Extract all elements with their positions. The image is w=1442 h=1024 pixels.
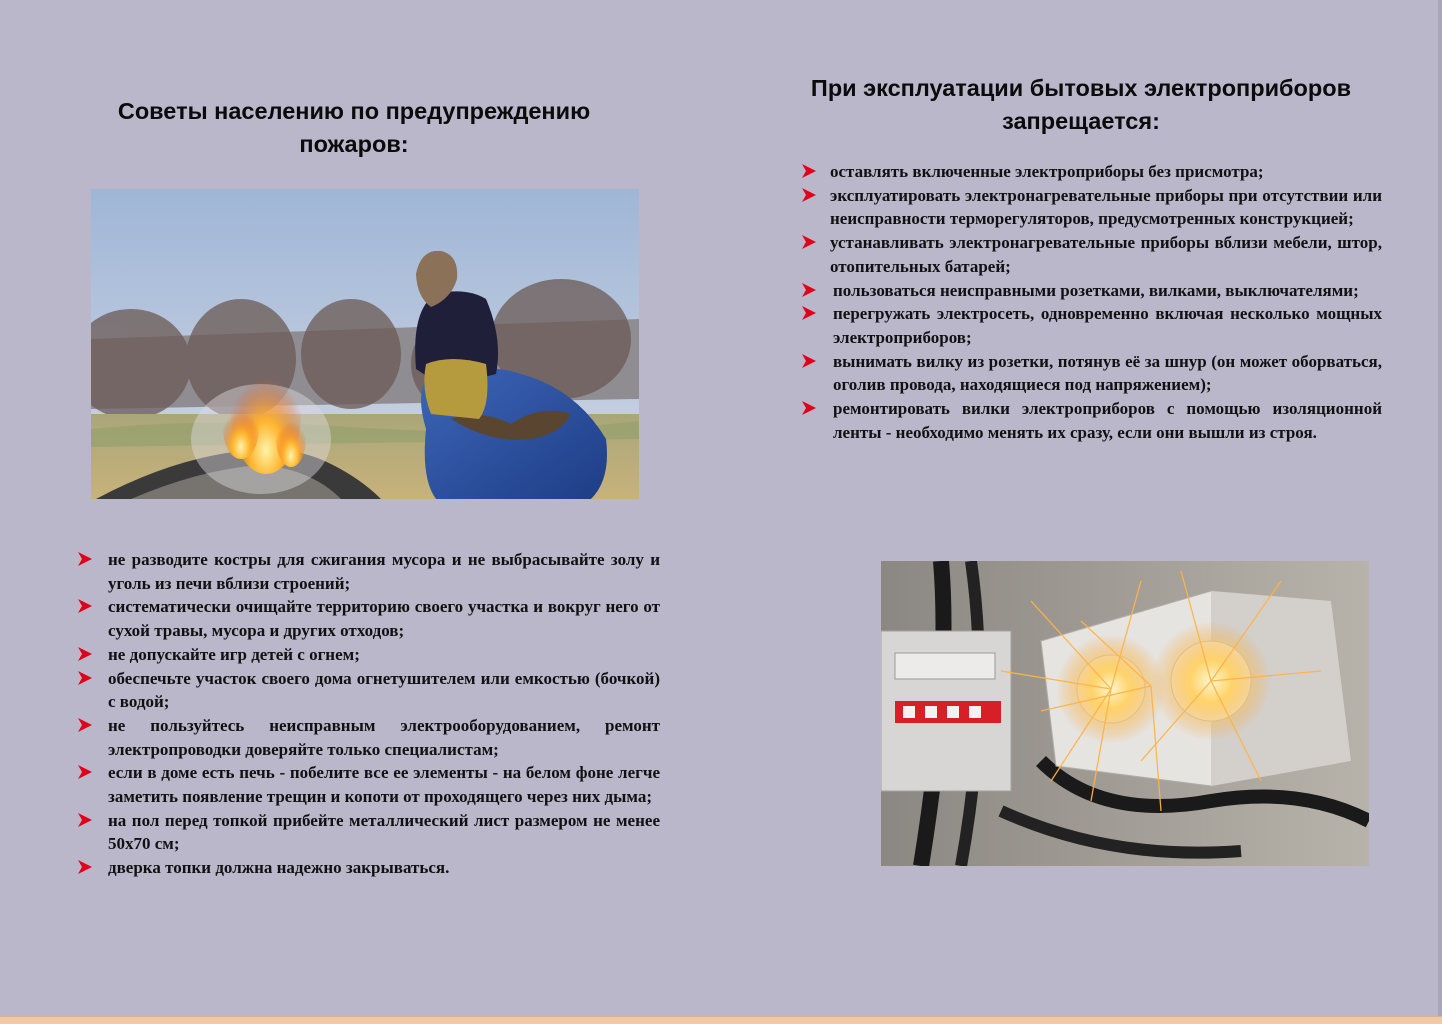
list-item-text: на пол перед топкой прибейте металлический лист размером не менее 50х70 см; [108,810,660,854]
arrow-bullet-icon [78,599,92,613]
arrow-bullet-icon [78,647,92,661]
list-item [802,350,1382,397]
photo-burning-grass [91,189,639,499]
list-item-text: не допускайте игр детей с огнем; [108,644,360,664]
arrow-bullet-icon [802,188,816,202]
list-item [802,302,1382,349]
arrow-bullet-icon [802,306,816,320]
list-item [802,231,1382,278]
arrow-bullet-icon [78,765,92,779]
list-item-text: не пользуйтесь неисправным электрооборудованием, ремонт электропроводки доверяйте только специалистам; [108,715,660,759]
list-item-text: устанавливать электронагревательные приборы вблизи мебели, штор, отопительных батарей; [830,233,1382,276]
arrow-bullet-icon [802,401,816,415]
arrow-bullet-icon [802,283,816,297]
list-item-text: систематически очищайте территорию своего участка и вокруг него от сухой травы, мусора и других отходов; [108,597,660,641]
list-item [78,643,660,667]
list-item-text: пользоваться неисправными розетками, вилками, выключателями; [833,280,1359,300]
left-tips-list [78,548,660,880]
list-item-text: перегружать электросеть, одновременно включая несколько мощных электроприборов; [833,304,1382,347]
list-item-text: оставлять включенные электроприборы без присмотра; [830,162,1264,181]
list-item [802,279,1382,303]
page-edge [1438,0,1442,1017]
arrow-bullet-icon [78,813,92,827]
list-item [78,856,660,880]
list-item [78,667,660,714]
arrow-bullet-icon [78,718,92,732]
list-item [78,809,660,856]
list-item [78,761,660,808]
right-title: При эксплуатации бытовых электроприборов запрещается: [810,75,1352,134]
page-bottom-border [0,1016,1442,1024]
list-item-text: дверка топки должна надежно закрываться. [108,858,450,878]
list-item-text: ремонтировать вилки электроприборов с помощью изоляционной ленты - необходимо менять их сразу, если они вышли из строя. [833,399,1382,442]
list-item-text: если в доме есть печь - побелите все ее элементы - на белом фоне легче заметить появление трещин и копоти от проходящего через них дыма; [108,763,660,807]
arrow-bullet-icon [802,354,816,368]
arrow-bullet-icon [78,552,92,566]
list-item-text: не разводите костры для сжигания мусора и не выбрасывайте золу и уголь из печи вблизи строений; [108,550,660,593]
list-item [78,595,660,642]
photo-sparking-electrical-panel [881,561,1369,866]
arrow-bullet-icon [78,671,92,685]
list-item [802,160,1382,184]
right-prohibitions-list [802,160,1382,444]
arrow-bullet-icon [78,860,92,874]
arrow-bullet-icon [802,164,816,178]
list-item-text: эксплуатировать электронагревательные приборы при отсутствии или неисправности терморегуляторов, предусмотренных конструкцией; [830,185,1382,229]
list-item [78,548,660,595]
list-item [78,714,660,761]
list-item [802,397,1382,444]
arrow-bullet-icon [802,235,816,249]
list-item-text: обеспечьте участок своего дома огнетушителем или емкостью (бочкой) с водой; [108,668,660,712]
list-item-text: вынимать вилку из розетки, потянув её за шнур (он может оборваться, оголив провода, находящиеся под напряжением); [833,351,1382,395]
list-item [802,184,1382,231]
left-title: Советы населению по предупреждению пожаров: [117,98,591,157]
